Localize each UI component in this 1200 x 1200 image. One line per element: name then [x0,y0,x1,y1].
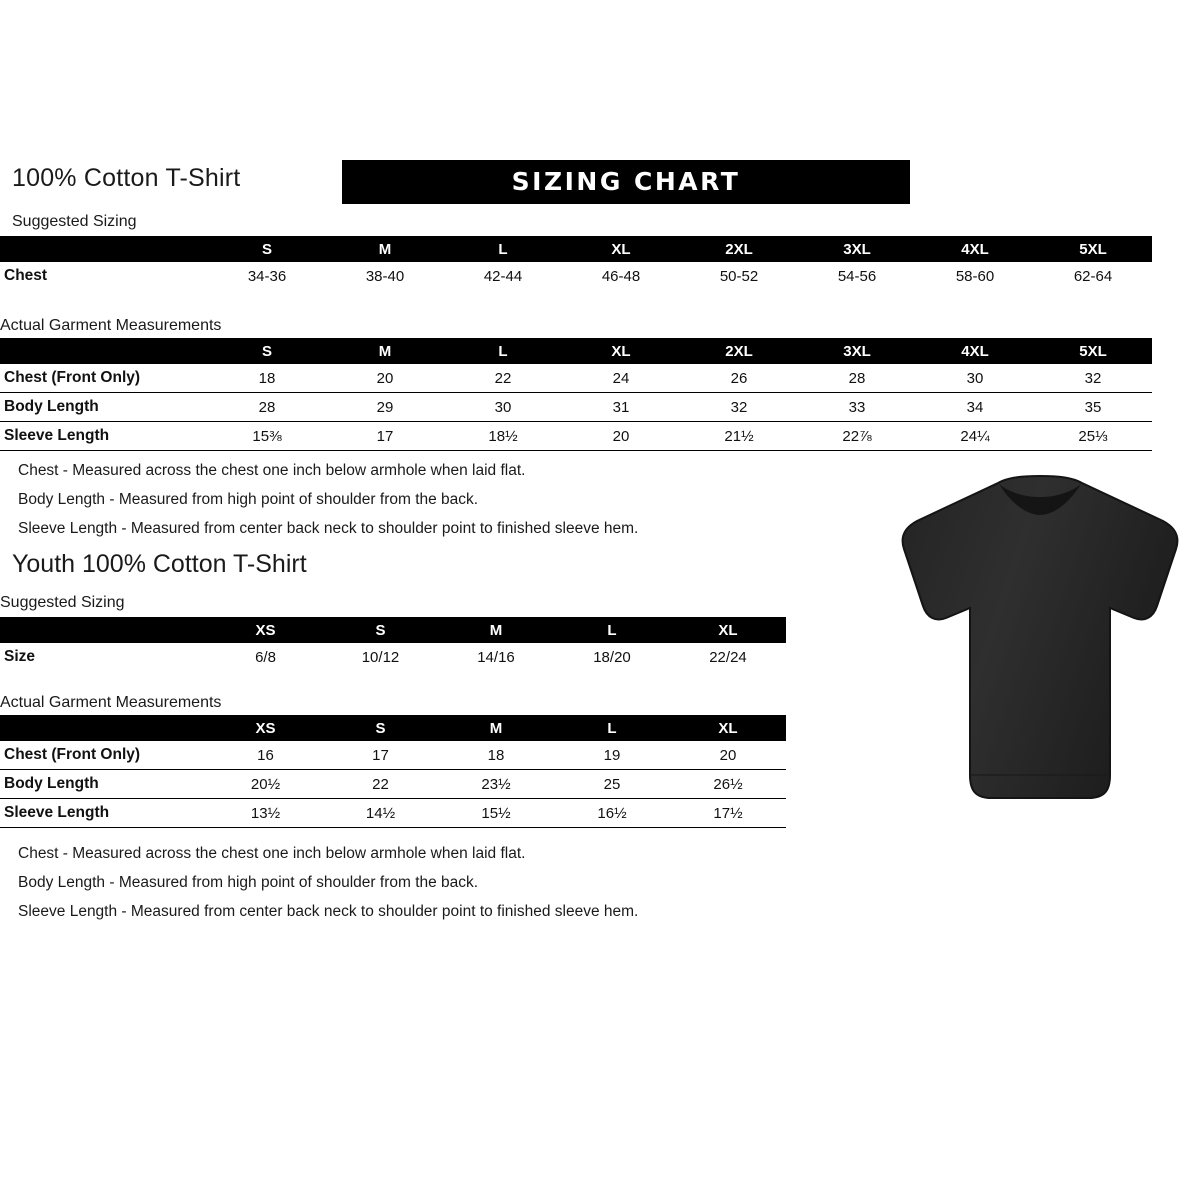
table-row [0,364,1152,393]
cell: 23½ [438,770,554,799]
cell: 18 [208,364,326,393]
col-header-xs: XS [255,719,276,737]
col-header-s: S [261,240,272,258]
cell: 14/16 [438,643,554,671]
table-header-row [0,617,786,643]
cell: 22 [323,770,438,799]
col-header-xs: XS [255,621,276,639]
cell: 20½ [208,770,323,799]
cell: 29 [326,393,444,422]
table-row [0,422,1152,451]
table-row [0,799,786,828]
cell: 18 [438,741,554,770]
cell: 35 [1034,393,1152,422]
cell: 30 [444,393,562,422]
cell: 25 [554,770,670,799]
col-header-s: S [261,342,272,360]
cell: 26 [680,364,798,393]
row-label-sleeve-length: Sleeve Length [0,422,208,451]
youth-note-body-length: Body Length - Measured from high point of shoulder from the back. [18,874,479,891]
row-label-sleeve-length: Sleeve Length [0,799,208,828]
col-header-5xl: 5XL [1079,240,1107,258]
youth-suggested-sizing-label: Suggested Sizing [0,594,125,611]
cell: 15½ [438,799,554,828]
cell: 46-48 [562,262,680,290]
col-header [0,236,208,262]
col-header-xl: XL [611,240,631,258]
cell: 20 [562,422,680,451]
col-header-m: M [489,621,503,639]
header [12,160,1188,204]
cell: 20 [670,741,786,770]
adult-note-body-length: Body Length - Measured from high point of shoulder from the back. [18,491,479,508]
table-row [0,393,1152,422]
col-header-2xl: 2XL [725,240,753,258]
col-header-3xl: 3XL [843,240,871,258]
cell: 18½ [444,422,562,451]
col-header-m: M [489,719,503,737]
col-header-5xl: 5XL [1079,342,1107,360]
cell: 50-52 [680,262,798,290]
youth-section-title: Youth 100% Cotton T-Shirt [12,550,307,578]
cell: 17 [326,422,444,451]
adult-note-sleeve-length: Sleeve Length - Measured from center back neck to shoulder point to finished sleeve hem. [18,520,639,537]
cell: 28 [208,393,326,422]
cell: 28 [798,364,916,393]
row-label-chest: Chest [0,262,208,290]
cell: 13½ [208,799,323,828]
adult-actual-measurements-label: Actual Garment Measurements [0,317,222,334]
cell: 30 [916,364,1034,393]
sizing-chart-banner [342,160,910,204]
table-row [0,643,786,671]
row-label-body-length: Body Length [0,393,208,422]
col-header-s: S [375,719,386,737]
col-header-3xl: 3XL [843,342,871,360]
cell: 6/8 [208,643,323,671]
page-title: 100% Cotton T-Shirt [12,164,241,192]
adult-suggested-sizing-table [0,236,1152,290]
youth-actual-measurements-label: Actual Garment Measurements [0,694,222,711]
cell: 24 [562,364,680,393]
cell: 10/12 [323,643,438,671]
cell: 42-44 [444,262,562,290]
adult-actual-measurements-table [0,338,1152,451]
cell: 32 [680,393,798,422]
cell: 34-36 [208,262,326,290]
cell: 22⅞ [798,422,916,451]
row-label-chest-front-only: Chest (Front Only) [0,741,208,770]
col-header [0,338,208,364]
cell: 24¼ [916,422,1034,451]
col-header-4xl: 4XL [961,240,989,258]
col-header [0,617,208,643]
col-header-l: L [498,342,508,360]
youth-suggested-sizing-table [0,617,786,671]
cell: 25⅓ [1034,422,1152,451]
cell: 34 [916,393,1034,422]
adult-suggested-sizing-label: Suggested Sizing [12,213,137,230]
adult-note-chest: Chest - Measured across the chest one inch below armhole when laid flat. [18,462,526,479]
cell: 31 [562,393,680,422]
cell: 58-60 [916,262,1034,290]
table-row [0,741,786,770]
col-header-xl: XL [611,342,631,360]
row-label-chest-front-only: Chest (Front Only) [0,364,208,393]
table-row [0,770,786,799]
col-header-l: L [607,621,617,639]
cell: 38-40 [326,262,444,290]
cell: 14½ [323,799,438,828]
cell: 20 [326,364,444,393]
cell: 15⅜ [208,422,326,451]
cell: 16 [208,741,323,770]
cell: 22 [444,364,562,393]
cell: 17 [323,741,438,770]
youth-actual-measurements-table [0,715,786,828]
cell: 18/20 [554,643,670,671]
col-header-m: M [378,240,392,258]
table-header-row [0,338,1152,364]
col-header-xl: XL [718,621,738,639]
cell: 21½ [680,422,798,451]
col-header-4xl: 4XL [961,342,989,360]
cell: 16½ [554,799,670,828]
cell: 19 [554,741,670,770]
cell: 32 [1034,364,1152,393]
col-header-s: S [375,621,386,639]
cell: 26½ [670,770,786,799]
table-row [0,262,1152,290]
col-header-2xl: 2XL [725,342,753,360]
col-header [0,715,208,741]
cell: 54-56 [798,262,916,290]
col-header-xl: XL [718,719,738,737]
row-label-size: Size [0,643,208,671]
cell: 33 [798,393,916,422]
youth-note-chest: Chest - Measured across the chest one inch below armhole when laid flat. [18,845,526,862]
row-label-body-length: Body Length [0,770,208,799]
cell: 22/24 [670,643,786,671]
sizing-chart-banner-label: SIZING CHART [511,167,741,196]
t-shirt-illustration [895,475,1185,810]
cell: 62-64 [1034,262,1152,290]
col-header-l: L [498,240,508,258]
table-header-row [0,715,786,741]
col-header-l: L [607,719,617,737]
cell: 17½ [670,799,786,828]
table-header-row [0,236,1152,262]
col-header-m: M [378,342,392,360]
youth-note-sleeve-length: Sleeve Length - Measured from center back neck to shoulder point to finished sleeve hem. [18,903,639,920]
